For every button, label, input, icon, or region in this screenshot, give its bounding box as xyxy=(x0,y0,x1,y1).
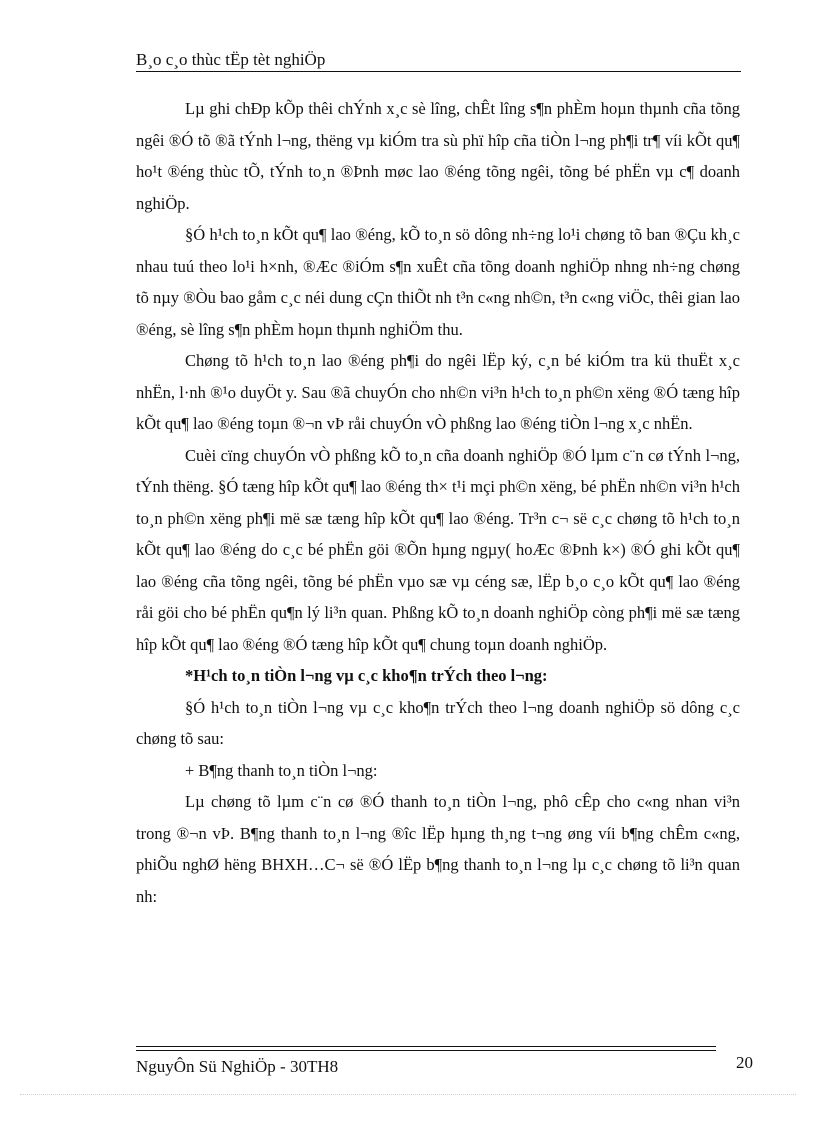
section-heading: *H¹ch to¸n tiÒn l¬ng vµ c¸c kho¶n trÝch theo l¬ng: xyxy=(185,666,548,685)
paragraph-3: Chøng tõ h¹ch to¸n lao ®éng ph¶i do ngêi lËp ký, c¸n bé kiÓm tra kü thuËt x¸c nhËn, l·nh ®¹o duyÖt y. Sau ®ã chuyÓn cho nh©n vi³n h¹ch to¸n ph©n xëng ®Ó tæng hîp kÕt qu¶ lao ®éng toµn ®¬n vÞ råi chuyÓn vÒ phßng lao ®éng tiÒn l¬ng x¸c nhËn. xyxy=(136,351,740,433)
body-text xyxy=(136,93,740,912)
header-title: B¸o c¸o thùc tËp tèt nghiÖp xyxy=(136,50,326,69)
paragraph-7: Lµ chøng tõ lµm c¨n cø ®Ó thanh to¸n tiÒn l¬ng, phô cÊp cho c«ng nhan vi³n trong ®¬n vÞ. B¶ng thanh to¸n l¬ng ®îc lËp hµng th¸ng t¬ng øng víi b¶ng chÊm c«ng, phiÕu nghØ hëng BHXH…C¬ së ®Ó lËp b¶ng thanh to¸n l¬ng lµ c¸c chøng tõ li³n quan nh: xyxy=(136,792,740,906)
paragraph-5: §Ó h¹ch to¸n tiÒn l¬ng vµ c¸c kho¶n trÝch theo l¬ng doanh nghiÖp sö dông c¸c chøng tõ sau: xyxy=(136,697,740,748)
page-number: 20 xyxy=(736,1053,753,1072)
paragraph-6: + B¶ng thanh to¸n tiÒn l¬ng: xyxy=(185,760,378,780)
paragraph-4: Cuèi cïng chuyÓn vÒ phßng kÕ to¸n cña doanh nghiÖp ®Ó lµm c¨n cø tÝnh l¬ng, tÝnh thëng. §Ó tæng hîp kÕt qu¶ lao ®éng th× t¹i mçi ph©n xëng, bé phËn nh©n vi³n h¹ch to¸n ph©n xëng ph¶i më sæ tæng hîp kÕt qu¶ lao ®éng. Tr³n c¬ së c¸c chøng tõ h¹ch to¸n kÕt qu¶ lao ®éng do c¸c bé phËn göi ®Õn hµng ngµy( hoÆc ®Þnh k×) ®Ó ghi kÕt qu¶ lao ®éng cña tõng ngêi, tõng bé phËn vµo sæ vµ céng sæ, lËp b¸o c¸o kÕt qu¶ lao ®éng råi göi cho bé phËn qu¶n lý li³n quan. Phßng kÕ to¸n doanh nghiÖp còng ph¶i më sæ tæng hîp kÕt qu¶ lao ®éng ®Ó tæng hîp kÕt qu¶ chung toµn doanh nghiÖp. xyxy=(136,445,740,654)
footer-rule-thin xyxy=(136,1046,716,1047)
footer-rule-thick xyxy=(136,1050,716,1051)
paragraph-2: §Ó h¹ch to¸n kÕt qu¶ lao ®éng, kÕ to¸n sö dông nh÷ng lo¹i chøng tõ ban ®Çu kh¸c nhau tuú theo lo¹i h×nh, ®Æc ®iÓm s¶n xuÊt cña tõng doanh nghiÖp nhng nh÷ng chøng tõ nµy ®Òu bao gåm c¸c néi dung cÇn thiÕt nh t³n c«ng nh©n, t³n c«ng viÖc, thêi gian lao ®éng, sè lîng s¶n phÈm hoµn thµnh nghiÖm thu. xyxy=(136,225,740,339)
footer-author: NguyÔn Sü NghiÖp - 30TH8 xyxy=(136,1057,339,1076)
paragraph-1: Lµ ghi chÐp kÕp thêi chÝnh x¸c sè lîng, chÊt lîng s¶n phÈm hoµn thµnh cña tõng ngêi ®Ó tõ ®ã tÝnh l¬ng, thëng vµ kiÓm tra sù phï hîp cña tiÒn l¬ng ph¶i tr¶ víi kÕt qu¶ ho¹t ®éng thùc tÕ, tÝnh to¸n ®Þnh møc lao ®éng tõng ngêi, tõng bé phËn vµ c¶ doanh nghiÖp. xyxy=(136,99,740,213)
header-rule xyxy=(136,71,741,72)
page-edge-dotted-line xyxy=(20,1094,796,1095)
